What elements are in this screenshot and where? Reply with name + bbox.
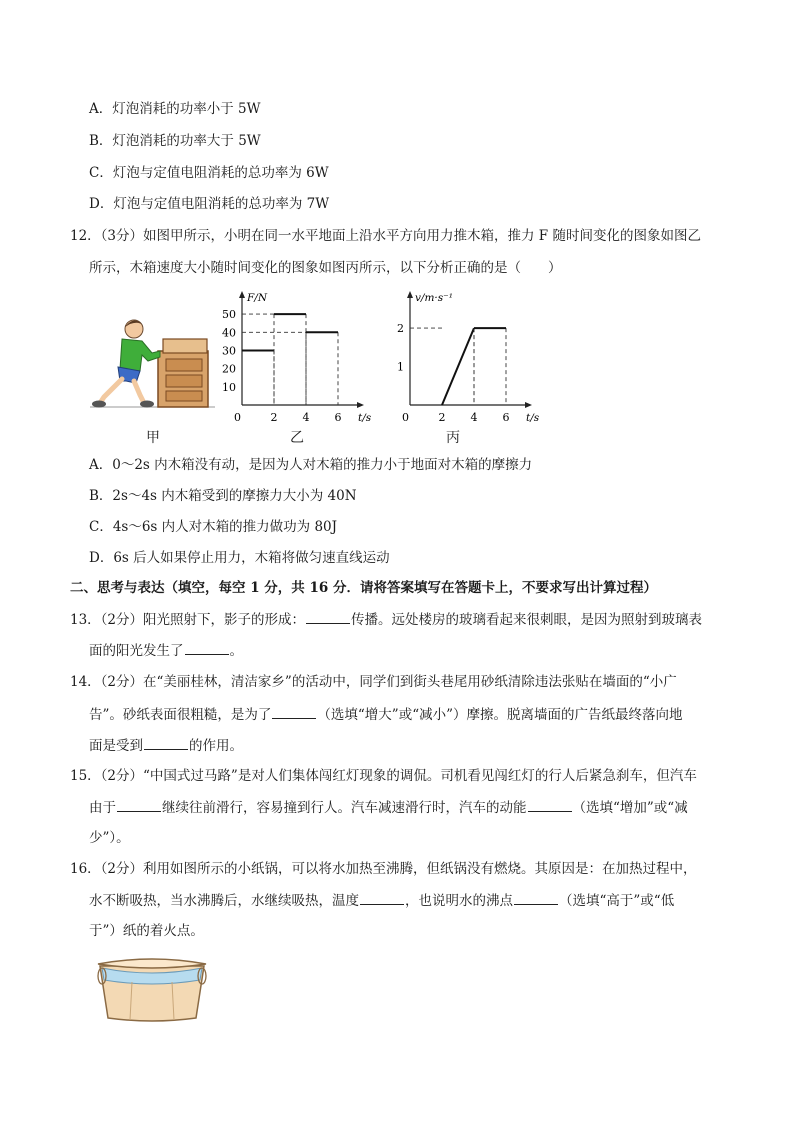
q13-line2: 面的阳光发生了 。 xyxy=(89,640,243,661)
answer-blank xyxy=(144,735,188,750)
q12-option-c: C．4s～6s 内人对木箱的推力做功为 80J xyxy=(89,519,338,535)
boy-pushing-box-figure xyxy=(90,315,215,415)
y-tick-label: 50 xyxy=(222,308,236,322)
velocity-time-chart xyxy=(390,284,550,430)
y-axis-label: v/m·s⁻¹ xyxy=(415,292,453,304)
x-tick-label: 2 xyxy=(438,411,446,424)
answer-blank xyxy=(272,704,316,719)
q14-line1: 14．（2分）在“美丽桂林，清洁家乡”的活动中，同学们到街头巷尾用砂纸清除违法张贴在墙面的“小广 xyxy=(70,674,677,690)
x-tick-label: 2 xyxy=(270,411,278,424)
q11-option-a: A．灯泡消耗的功率小于 5W xyxy=(89,101,261,117)
q16-line3: 于”）纸的着火点。 xyxy=(89,923,204,939)
paper-pot-figure xyxy=(92,952,212,1024)
q15-line2: 由于 继续往前滑行，容易撞到行人。汽车减速滑行时，汽车的动能 （选填“增加”或“减 xyxy=(89,797,688,818)
q14-line3: 面是受到 的作用。 xyxy=(89,735,243,756)
answer-blank xyxy=(528,797,572,812)
section2-heading: 二、思考与表达（填空，每空 1 分，共 16 分．请将答案填写在答题卡上，不要求写出计算过程） xyxy=(70,580,657,596)
x-axis-label: t/s xyxy=(526,412,540,424)
y-tick-label: 1 xyxy=(397,360,404,374)
y-tick-label: 10 xyxy=(222,380,236,394)
x-tick-label: 6 xyxy=(334,411,342,424)
q12-option-d: D．6s 后人如果停止用力，木箱将做匀速直线运动 xyxy=(89,550,390,566)
q14-line2: 告”。砂纸表面很粗糙，是为了 （选填“增大”或“减小”）摩擦。脱离墙面的广告纸最终落向地 xyxy=(89,704,683,725)
q16-line1: 16．（2分）利用如图所示的小纸锅，可以将水加热至沸腾，但纸锅没有燃烧。其原因是：在加热过程中， xyxy=(70,861,697,877)
q12-option-b: B．2s～4s 内木箱受到的摩擦力大小为 40N xyxy=(89,488,357,504)
q11-option-c: C．灯泡与定值电阻消耗的总功率为 6W xyxy=(89,165,329,181)
q12-stem-line2: 所示，木箱速度大小随时间变化的图象如图丙所示，以下分析正确的是（ ） xyxy=(89,260,562,276)
x-axis-label: t/s xyxy=(358,412,372,424)
y-axis-arrow xyxy=(407,291,413,298)
q11-option-d: D．灯泡与定值电阻消耗的总功率为 7W xyxy=(89,196,330,212)
q11-option-b: B．灯泡消耗的功率大于 5W xyxy=(89,133,261,149)
x-tick-label: 0 xyxy=(234,411,241,424)
q15-line3: 少”）。 xyxy=(89,830,130,846)
figure-label-jia: 甲 xyxy=(146,430,160,446)
answer-blank xyxy=(306,609,350,624)
q16-line2: 水不断吸热，当水沸腾后，水继续吸热，温度 ，也说明水的沸点 （选填“高于”或“低 xyxy=(89,890,674,911)
x-tick-label: 6 xyxy=(502,411,510,424)
q15-line1: 15．（2分）“中国式过马路”是对人们集体闯红灯现象的调侃。司机看见闯红灯的行人后紧急刹车，但汽车 xyxy=(70,768,697,784)
x-axis-arrow xyxy=(357,402,364,408)
y-tick-label: 30 xyxy=(222,344,236,358)
y-axis-label: F/N xyxy=(247,292,268,304)
figure-label-bing: 丙 xyxy=(446,430,460,446)
q13-line1: 13．（2分）阳光照射下，影子的形成： 传播。远处楼房的玻璃看起来很刺眼，是因为照射到玻璃表 xyxy=(70,609,702,630)
answer-blank xyxy=(117,797,161,812)
q12-stem-line1: 12．（3分）如图甲所示，小明在同一水平地面上沿水平方向用力推木箱，推力 F 随时间变化的图象如图乙 xyxy=(70,228,701,244)
q12-option-a: A．0～2s 内木箱没有动，是因为人对木箱的推力小于地面对木箱的摩擦力 xyxy=(89,457,533,473)
y-axis-arrow xyxy=(239,291,245,298)
x-axis-arrow xyxy=(525,402,532,408)
force-time-chart xyxy=(222,290,382,430)
answer-blank xyxy=(514,890,558,905)
answer-blank xyxy=(185,640,229,655)
x-tick-label: 0 xyxy=(402,411,409,424)
y-tick-label: 20 xyxy=(222,362,236,376)
answer-blank xyxy=(360,890,404,905)
y-tick-label: 40 xyxy=(222,326,236,340)
y-tick-label: 2 xyxy=(397,322,404,336)
series-segment xyxy=(442,328,474,405)
x-tick-label: 4 xyxy=(302,411,310,424)
figure-label-yi: 乙 xyxy=(290,430,304,446)
x-tick-label: 4 xyxy=(470,411,478,424)
